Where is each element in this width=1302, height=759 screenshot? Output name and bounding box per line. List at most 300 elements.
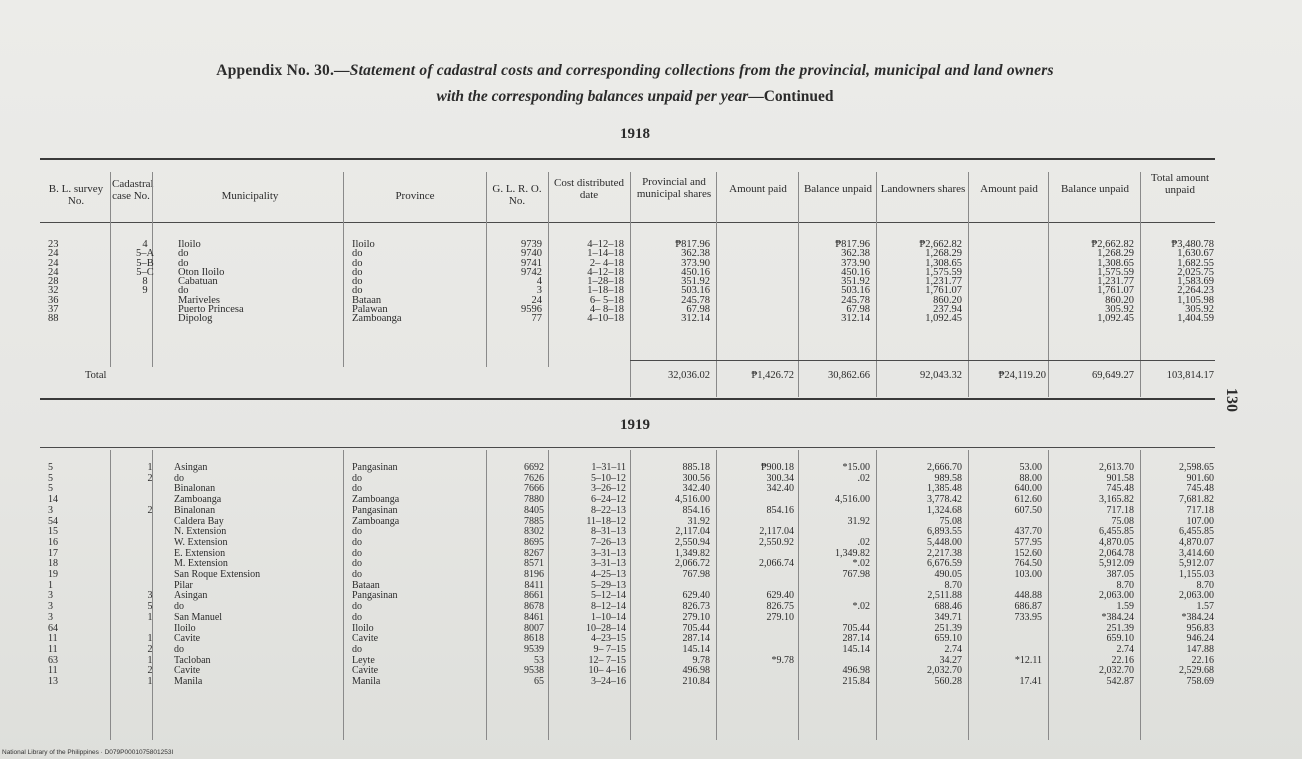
table-cell: 6,676.59: [927, 558, 962, 570]
table-cell: 1–28–18: [587, 276, 624, 288]
col-divider: [716, 450, 717, 740]
table-cell: 1,761.07: [925, 285, 962, 297]
table-cell: 448.88: [1014, 590, 1042, 602]
table-cell: 496.98: [842, 665, 870, 677]
col-divider: [1140, 450, 1141, 740]
table-cell: 989.58: [934, 472, 962, 484]
table-cell: 826.73: [682, 601, 710, 613]
col-1919-amount-paid-1: [720, 463, 794, 688]
table-cell: 17.41: [1019, 676, 1042, 688]
col-divider: [968, 172, 969, 397]
header-land-shares: Landowners shares: [880, 183, 966, 195]
col-divider: [876, 450, 877, 740]
table-cell: 2,550.94: [675, 536, 710, 548]
table-cell: 717.18: [1106, 504, 1134, 516]
table-cell: Zamboanga: [352, 494, 400, 506]
table-cell: 4–25–13: [591, 569, 626, 581]
table-cell: 5–A: [135, 248, 155, 260]
table-cell: 349.71: [934, 611, 962, 623]
col-1918-date: [552, 240, 624, 324]
table-cell: 1,575.59: [925, 266, 962, 278]
table-cell: 13: [48, 676, 58, 688]
table-cell: 24: [48, 248, 59, 260]
table-cell: 2,063.00: [1099, 590, 1134, 602]
table-cell: 2,613.70: [1099, 462, 1134, 473]
table-cell: 54: [48, 515, 58, 527]
table-cell: ₱900.18: [760, 462, 794, 473]
table-cell: 659.10: [1106, 633, 1134, 645]
table-cell: Cavite: [352, 633, 379, 645]
table-cell: do: [352, 526, 362, 538]
table-cell: Zamboanga: [352, 515, 400, 527]
col-1918-municipality: [178, 240, 338, 324]
total-top-rule: [630, 360, 1215, 361]
col-1919-province: [352, 463, 482, 688]
total-total-unpaid: 103,814.17: [1166, 370, 1214, 381]
table-cell: 1,575.59: [1097, 266, 1134, 278]
table-cell: do: [352, 643, 362, 655]
title-italic-1: Statement of cadastral costs and corresponding collections from the provincial, municipal and land owners: [349, 62, 1054, 79]
col-1919-amount-paid-2: [972, 463, 1042, 688]
table-cell: 77: [531, 313, 542, 325]
col-divider: [798, 172, 799, 397]
table-cell: Binalonan: [174, 504, 216, 516]
table-cell: 1,682.55: [1177, 257, 1214, 269]
table-cell: 31.92: [687, 515, 710, 527]
table-cell: 8.70: [1116, 579, 1134, 591]
table-cell: 2,264.23: [1177, 285, 1214, 297]
table-cell: Mariveles: [178, 294, 220, 306]
table-cell: 2: [147, 643, 153, 655]
table-cell: 4–10–18: [587, 313, 624, 325]
table-cell: [720, 624, 794, 635]
table-cell: do: [352, 536, 362, 548]
table-cell: 12– 7–15: [588, 654, 626, 666]
table-cell: 279.10: [682, 611, 710, 623]
table-cell: 22.16: [1111, 654, 1134, 666]
table-cell: 28: [48, 276, 59, 288]
table-cell: 65: [534, 676, 544, 688]
table-cell: 9.78: [692, 654, 710, 666]
table-cell: Asingan: [174, 590, 208, 602]
table-cell: 11: [48, 643, 58, 655]
table-cell: 1–14–18: [587, 248, 624, 260]
table-cell: 4,870.07: [1179, 536, 1214, 548]
col-divider: [110, 450, 111, 740]
table-cell: 342.40: [682, 483, 710, 495]
table-cell: 15: [48, 526, 58, 538]
table-cell: 351.92: [681, 276, 710, 288]
table-cell: 3: [536, 285, 542, 297]
table-cell: do: [352, 276, 363, 288]
table-cell: 885.18: [682, 462, 710, 473]
table-cell: 629.40: [682, 590, 710, 602]
table-cell: 7880: [524, 494, 544, 506]
table-cell: N. Extension: [174, 526, 227, 538]
table-cell: W. Extension: [174, 536, 228, 548]
table-cell: do: [352, 285, 363, 297]
table-cell: Caldera Bay: [174, 515, 224, 527]
table-cell: 3,778.42: [927, 494, 962, 506]
table-cell: 67.98: [686, 304, 710, 316]
table-cell: do: [352, 547, 362, 559]
table-cell: .02: [857, 536, 870, 548]
page-number: 130: [1223, 388, 1240, 412]
total-label: Total: [85, 370, 107, 381]
table-cell: 3–24–16: [591, 676, 626, 688]
table-cell: 8695: [524, 536, 544, 548]
table-cell: 1,092.45: [1097, 313, 1134, 325]
header-balance-1: Balance unpaid: [803, 183, 873, 195]
title-suffix: —Continued: [748, 88, 834, 105]
table-cell: 4: [142, 239, 148, 250]
table-cell: Cavite: [174, 665, 201, 677]
table-cell: M. Extension: [174, 558, 228, 570]
table-cell: do: [352, 601, 362, 613]
table-cell: 503.16: [681, 285, 710, 297]
total-balance-2: 69,649.27: [1092, 370, 1134, 381]
table-cell: 8–22–13: [591, 504, 626, 516]
table-cell: 147.88: [1186, 643, 1214, 655]
col-1919-case: [138, 463, 162, 688]
table-cell: 63: [48, 654, 58, 666]
header-total-unpaid: Total amount unpaid: [1150, 172, 1210, 196]
table-cell: do: [174, 643, 184, 655]
col-1919-total-unpaid: [1144, 463, 1214, 688]
table-cell: 490.05: [934, 569, 962, 581]
col-divider: [110, 172, 111, 367]
table-top-rule: [40, 158, 1215, 160]
table-cell: .02: [857, 472, 870, 484]
col-divider: [486, 172, 487, 367]
table-cell: 279.10: [766, 611, 794, 623]
table-cell: 3: [48, 504, 53, 516]
table-cell: 5: [48, 483, 53, 495]
table-cell: 305.92: [1185, 304, 1214, 316]
table-cell: 88: [48, 313, 59, 325]
table-cell: 1,155.03: [1179, 569, 1214, 581]
table-cell: 4–23–15: [591, 633, 626, 645]
table-cell: Iloilo: [178, 239, 201, 250]
header-balance-2: Balance unpaid: [1060, 183, 1130, 195]
table-cell: 9539: [524, 643, 544, 655]
table-cell: 19: [48, 569, 58, 581]
table-cell: 2– 4–18: [589, 257, 624, 269]
table-cell: 16: [48, 536, 58, 548]
table-cell: 10–28–14: [586, 622, 626, 634]
table-cell: 362.38: [681, 248, 710, 260]
table-cell: 5–C: [136, 266, 154, 278]
table-cell: 10– 4–16: [588, 665, 626, 677]
table-cell: Puerto Princesa: [178, 304, 244, 316]
table-cell: 2: [147, 472, 153, 484]
table-cell: 5–B: [136, 257, 154, 269]
table-cell: 103.00: [1014, 569, 1042, 581]
col-1918-total-unpaid: [1144, 240, 1214, 324]
col-divider: [548, 172, 549, 367]
table-cell: E. Extension: [174, 547, 226, 559]
table-cell: 7885: [524, 515, 544, 527]
table-cell: 1,324.68: [927, 504, 962, 516]
header-province: Province: [395, 190, 435, 202]
table-cell: Zamboanga: [352, 313, 402, 325]
table-cell: 24: [48, 257, 59, 269]
col-divider: [1048, 172, 1049, 397]
table-cell: 1–10–14: [591, 611, 626, 623]
table-cell: 24: [48, 266, 59, 278]
table-cell: 373.90: [841, 257, 870, 269]
table-cell: 9596: [521, 304, 542, 316]
table-cell: 607.50: [1014, 504, 1042, 516]
table-cell: 245.78: [681, 294, 710, 306]
table-cell: 14: [48, 494, 58, 506]
table-cell: 1,583.69: [1177, 276, 1214, 288]
table-cell: 53.00: [1019, 462, 1042, 473]
table-cell: 745.48: [1106, 483, 1134, 495]
table-cell: 946.24: [1186, 633, 1214, 645]
table-cell: 767.98: [842, 569, 870, 581]
table-cell: 237.94: [933, 304, 962, 316]
table-cell: 956.83: [1186, 622, 1214, 634]
table-cell: 300.56: [682, 472, 710, 484]
table-cell: ₱817.96: [835, 239, 870, 250]
table-cell: 342.40: [766, 483, 794, 495]
table-cell: do: [352, 266, 363, 278]
table-cell: 9: [142, 285, 148, 297]
table-cell: 2,598.65: [1179, 462, 1214, 473]
table-cell: Cavite: [174, 633, 201, 645]
table-cell: 8405: [524, 504, 544, 516]
table-cell: 8618: [524, 633, 544, 645]
table-cell: *9.78: [771, 654, 794, 666]
section-1919-top-rule: [40, 447, 1215, 448]
table-cell: 733.95: [1014, 611, 1042, 623]
table-cell: 387.05: [1106, 569, 1134, 581]
table-cell: [720, 677, 794, 688]
table-cell: 1,092.45: [925, 313, 962, 325]
table-cell: 2: [147, 504, 153, 516]
table-cell: 32: [48, 285, 59, 297]
table-cell: 6,455.85: [1099, 526, 1134, 538]
table-cell: Zamboanga: [174, 494, 222, 506]
table-cell: Manila: [174, 676, 203, 688]
table-cell: 2,066.74: [759, 558, 794, 570]
col-1919-survey: [48, 463, 68, 688]
table-cell: 612.60: [1014, 494, 1042, 506]
table-cell: [720, 666, 794, 677]
table-cell: do: [178, 257, 189, 269]
table-cell: 8678: [524, 601, 544, 613]
table-cell: 3: [48, 601, 53, 613]
table-cell: 1,630.67: [1177, 248, 1214, 260]
table-cell: 496.98: [682, 665, 710, 677]
table-cell: 5–10–12: [591, 472, 626, 484]
table-cell: 2,666.70: [927, 462, 962, 473]
table-cell: 6–24–12: [591, 494, 626, 506]
table-cell: [720, 570, 794, 581]
table-cell: 826.75: [766, 601, 794, 613]
table-cell: 5,912.09: [1099, 558, 1134, 570]
table-cell: 8–12–14: [591, 601, 626, 613]
table-cell: 1,308.65: [925, 257, 962, 269]
table-cell: Binalonan: [174, 483, 216, 495]
table-cell: 31.92: [847, 515, 870, 527]
table-cell: do: [174, 601, 184, 613]
col-1919-balance-1: [802, 463, 870, 688]
table-cell: 5: [48, 462, 53, 473]
table-cell: Iloilo: [352, 239, 375, 250]
table-cell: 1: [147, 633, 153, 645]
table-cell: 1,105.98: [1177, 294, 1214, 306]
table-cell: 6,893.55: [927, 526, 962, 538]
year-heading-1919: 1919: [620, 417, 650, 433]
header-date: Cost distributed date: [554, 177, 624, 201]
table-cell: 4–12–18: [587, 266, 624, 278]
table-cell: 8.70: [944, 579, 962, 591]
table-cell: 2,025.75: [1177, 266, 1214, 278]
col-divider: [716, 172, 717, 397]
col-divider: [630, 172, 631, 397]
table-cell: 4: [536, 276, 542, 288]
table-cell: 1: [147, 611, 153, 623]
col-1918-prov-shares: [634, 240, 710, 324]
table-cell: ₱817.96: [675, 239, 710, 250]
table-cell: do: [174, 472, 184, 484]
header-municipality: Municipality: [221, 190, 279, 202]
table-cell: 36: [48, 294, 59, 306]
table-cell: 5: [48, 472, 53, 484]
table-cell: 5,912.07: [1179, 558, 1214, 570]
col-divider: [343, 450, 344, 740]
col-1918-case: [130, 240, 160, 324]
table-cell: Bataan: [352, 579, 380, 591]
table-cell: 5,448.00: [927, 536, 962, 548]
col-divider: [1140, 172, 1141, 397]
table-cell: [972, 624, 1042, 635]
total-prov-shares: 32,036.02: [668, 370, 710, 381]
table-cell: 9538: [524, 665, 544, 677]
table-cell: Asingan: [174, 462, 208, 473]
table-cell: 560.28: [934, 676, 962, 688]
table-cell: 4,870.05: [1099, 536, 1134, 548]
table-cell: 3: [48, 590, 53, 602]
table-cell: do: [352, 257, 363, 269]
table-cell: 2,529.68: [1179, 665, 1214, 677]
col-divider: [343, 172, 344, 367]
table-cell: 8–31–13: [591, 526, 626, 538]
col-divider: [968, 450, 969, 740]
header-amount-paid-1: Amount paid: [729, 183, 787, 195]
table-cell: 1: [147, 462, 153, 473]
table-cell: [802, 613, 870, 624]
table-cell: do: [178, 248, 189, 260]
table-cell: Oton Iloilo: [178, 266, 225, 278]
table-cell: 3–31–13: [591, 558, 626, 570]
table-cell: [972, 634, 1042, 645]
table-cell: 4– 8–18: [589, 304, 624, 316]
col-divider: [1048, 450, 1049, 740]
table-cell: 2,117.04: [759, 526, 794, 538]
table-cell: 11: [48, 665, 58, 677]
table-cell: 6,455.85: [1179, 526, 1214, 538]
header-bottom-rule: [40, 222, 1215, 223]
table-cell: 8302: [524, 526, 544, 538]
table-cell: 287.14: [682, 633, 710, 645]
table-cell: 1–31–11: [591, 462, 626, 473]
table-cell: 3–31–13: [591, 547, 626, 559]
table-cell: 18: [48, 558, 58, 570]
table-cell: 5–12–14: [591, 590, 626, 602]
col-1918-glro: [490, 240, 542, 324]
total-amount-paid-2: ₱24,119.20: [998, 370, 1046, 381]
section-divider-rule: [40, 398, 1215, 400]
table-cell: 854.16: [682, 504, 710, 516]
col-1919-prov-shares: [634, 463, 710, 688]
table-cell: 717.18: [1186, 504, 1214, 516]
table-cell: 2,117.04: [675, 526, 710, 538]
table-cell: 7666: [524, 483, 544, 495]
table-cell: 75.08: [939, 515, 962, 527]
year-heading-1918: 1918: [620, 126, 650, 142]
table-cell: do: [352, 483, 362, 495]
table-cell: 1,404.59: [1177, 313, 1214, 325]
table-cell: 22.16: [1191, 654, 1214, 666]
table-cell: Tacloban: [174, 654, 211, 666]
table-cell: 705.44: [842, 622, 870, 634]
table-cell: 1,268.29: [1097, 248, 1134, 260]
table-cell: 705.44: [682, 622, 710, 634]
table-cell: 659.10: [934, 633, 962, 645]
table-cell: 362.38: [841, 248, 870, 260]
table-cell: 1: [48, 579, 53, 591]
table-cell: 2,217.38: [927, 547, 962, 559]
header-survey: B. L. survey No.: [48, 183, 104, 207]
table-cell: 577.95: [1014, 536, 1042, 548]
title-italic-2: with the corresponding balances unpaid per year: [436, 88, 749, 105]
col-divider: [630, 450, 631, 740]
table-cell: 6692: [524, 462, 544, 473]
table-cell: 758.69: [1186, 676, 1214, 688]
header-case: Cadastral case No.: [112, 178, 154, 202]
table-cell: 287.14: [842, 633, 870, 645]
table-cell: 312.14: [681, 313, 710, 325]
table-cell: 2,066.72: [675, 558, 710, 570]
table-cell: 542.87: [1106, 676, 1134, 688]
table-cell: 17: [48, 547, 58, 559]
table-cell: [802, 581, 870, 592]
col-1919-date: [552, 463, 626, 688]
header-amount-paid-2: Amount paid: [980, 183, 1038, 195]
table-cell: Dipolog: [178, 313, 213, 325]
table-cell: 2,511.88: [927, 590, 962, 602]
table-cell: 8: [142, 276, 148, 288]
col-1918-balance-1: [802, 240, 870, 324]
table-cell: 1,231.77: [925, 276, 962, 288]
table-cell: 37: [48, 304, 59, 316]
total-amount-paid-1: ₱1,426.72: [751, 370, 794, 381]
col-1918-province: [352, 240, 482, 324]
table-cell: 1,349.82: [835, 547, 870, 559]
table-cell: 1.59: [1116, 601, 1134, 613]
col-1919-land-shares: [880, 463, 962, 688]
table-cell: 854.16: [766, 504, 794, 516]
table-cell: 210.84: [682, 676, 710, 688]
col-divider: [876, 172, 877, 397]
document-title-line1: [30, 62, 1240, 80]
table-cell: 688.46: [934, 601, 962, 613]
header-prov-shares: Provincial and municipal shares: [636, 176, 712, 200]
table-cell: Palawan: [352, 304, 388, 316]
